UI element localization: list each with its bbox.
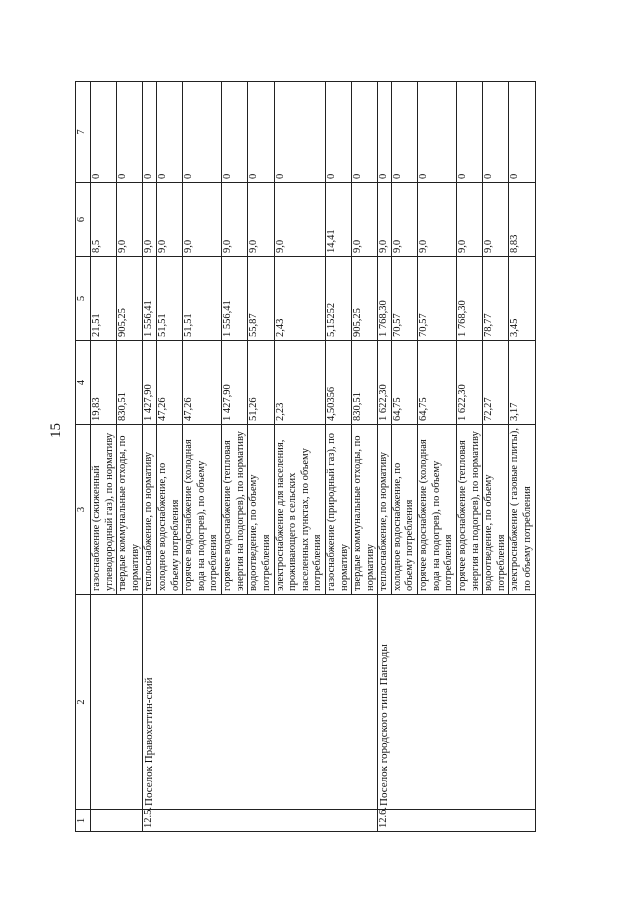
value-cell-4: 47,26 [183, 341, 222, 425]
value-cell-7: 0 [183, 82, 222, 183]
value-cell-6: 9,0 [391, 183, 417, 257]
service-cell: твердые коммунальные отходы, по нормативу [117, 425, 143, 595]
value-cell-6: 9,0 [248, 183, 274, 257]
service-cell: газоснабжение (сжиженный углеводородный газ), по нормативу [91, 425, 117, 595]
header-cell-6: 6 [76, 183, 91, 257]
value-cell-7: 0 [117, 82, 143, 183]
row-number-cell: 12.6. [378, 810, 535, 832]
value-cell-5: 905,25 [352, 257, 378, 341]
value-cell-6: 14,41 [325, 183, 351, 257]
value-cell-6: 9,0 [378, 183, 392, 257]
service-cell: горячее водоснабжение (холодная вода на подогрев), по объему потребления [183, 425, 222, 595]
row-number-cell: 12.5. [143, 810, 378, 832]
value-cell-5: 1 768,30 [378, 257, 392, 341]
value-cell-4: 1 427,90 [143, 341, 157, 425]
value-cell-7: 0 [248, 82, 274, 183]
table-row [143, 82, 157, 832]
value-cell-4: 51,26 [248, 341, 274, 425]
service-cell: электроснабжение для населения, проживающего в сельских населенных пунктах, по объему потребления [274, 425, 325, 595]
value-cell-5: 1 768,30 [457, 257, 483, 341]
value-cell-6: 9,0 [117, 183, 143, 257]
value-cell-5: 70,57 [418, 257, 457, 341]
header-cell-3: 3 [76, 425, 91, 595]
value-cell-4: 4,50356 [325, 341, 351, 425]
value-cell-6: 9,0 [143, 183, 157, 257]
value-cell-6: 9,0 [274, 183, 325, 257]
settlement-cell: Поселок городского типа Пангоды [378, 595, 535, 810]
service-cell: горячее водоснабжение (тепловая энергия на подогрев), по нормативу [457, 425, 483, 595]
value-cell-4: 72,27 [483, 341, 509, 425]
value-cell-5: 3,45 [509, 257, 535, 341]
service-cell: теплоснабжение, по нормативу [143, 425, 157, 595]
value-cell-5: 78,77 [483, 257, 509, 341]
value-cell-4: 2,23 [274, 341, 325, 425]
value-cell-5: 70,57 [391, 257, 417, 341]
service-cell: газоснабжение (природный газ), по нормативу [325, 425, 351, 595]
value-cell-7: 0 [418, 82, 457, 183]
value-cell-5: 51,51 [156, 257, 182, 341]
tariff-table [75, 81, 536, 832]
value-cell-6: 9,0 [222, 183, 248, 257]
value-cell-7: 0 [391, 82, 417, 183]
table-row [91, 82, 117, 832]
value-cell-6: 8,83 [509, 183, 535, 257]
header-cell-1: 1 [76, 810, 91, 832]
header-cell-7: 7 [76, 82, 91, 183]
value-cell-6: 9,0 [156, 183, 182, 257]
value-cell-7: 0 [378, 82, 392, 183]
value-cell-4: 3,17 [509, 341, 535, 425]
value-cell-5: 21,51 [91, 257, 117, 341]
header-cell-2: 2 [76, 595, 91, 810]
value-cell-7: 0 [274, 82, 325, 183]
service-cell: электроснабжение ( газовые плиты), по объему потребления [509, 425, 535, 595]
service-cell: теплоснабжение, по нормативу [378, 425, 392, 595]
value-cell-4: 64,75 [391, 341, 417, 425]
service-cell: водоотведение, по объему потребления [483, 425, 509, 595]
value-cell-5: 2,43 [274, 257, 325, 341]
service-cell: холодное водоснабжение, по объему потребления [156, 425, 182, 595]
value-cell-4: 19,83 [91, 341, 117, 425]
table-row [378, 82, 392, 832]
settlement-cell [91, 595, 143, 810]
value-cell-7: 0 [91, 82, 117, 183]
value-cell-4: 830,51 [352, 341, 378, 425]
header-row [76, 82, 91, 832]
value-cell-7: 0 [222, 82, 248, 183]
settlement-cell: Поселок Правохеттин-ский [143, 595, 378, 810]
value-cell-5: 1 556,41 [222, 257, 248, 341]
value-cell-5: 5,15252 [325, 257, 351, 341]
value-cell-5: 905,25 [117, 257, 143, 341]
value-cell-7: 0 [143, 82, 157, 183]
value-cell-7: 0 [457, 82, 483, 183]
value-cell-4: 1 622,30 [378, 341, 392, 425]
service-cell: водоотведение, по объему потребления [248, 425, 274, 595]
value-cell-4: 830,51 [117, 341, 143, 425]
value-cell-6: 9,0 [352, 183, 378, 257]
value-cell-4: 47,26 [156, 341, 182, 425]
value-cell-6: 8,5 [91, 183, 117, 257]
value-cell-5: 51,51 [183, 257, 222, 341]
value-cell-7: 0 [352, 82, 378, 183]
value-cell-6: 9,0 [183, 183, 222, 257]
value-cell-4: 1 427,90 [222, 341, 248, 425]
value-cell-7: 0 [156, 82, 182, 183]
value-cell-6: 9,0 [483, 183, 509, 257]
value-cell-5: 55,87 [248, 257, 274, 341]
page-number: 15 [48, 423, 64, 438]
service-cell: горячее водоснабжение (холодная вода на подогрев), по объему потребления [418, 425, 457, 595]
value-cell-7: 0 [483, 82, 509, 183]
value-cell-6: 9,0 [457, 183, 483, 257]
value-cell-5: 1 556,41 [143, 257, 157, 341]
header-cell-4: 4 [76, 341, 91, 425]
service-cell: горячее водоснабжение (тепловая энергия на подогрев), по нормативу [222, 425, 248, 595]
service-cell: твердые коммунальные отходы, по нормативу [352, 425, 378, 595]
row-number-cell [91, 810, 143, 832]
value-cell-4: 1 622,30 [457, 341, 483, 425]
value-cell-7: 0 [325, 82, 351, 183]
service-cell: холодное водоснабжение, по объему потребления [391, 425, 417, 595]
value-cell-7: 0 [509, 82, 535, 183]
header-cell-5: 5 [76, 257, 91, 341]
tariff-table-sheet [75, 82, 615, 832]
value-cell-4: 64,75 [418, 341, 457, 425]
value-cell-6: 9,0 [418, 183, 457, 257]
